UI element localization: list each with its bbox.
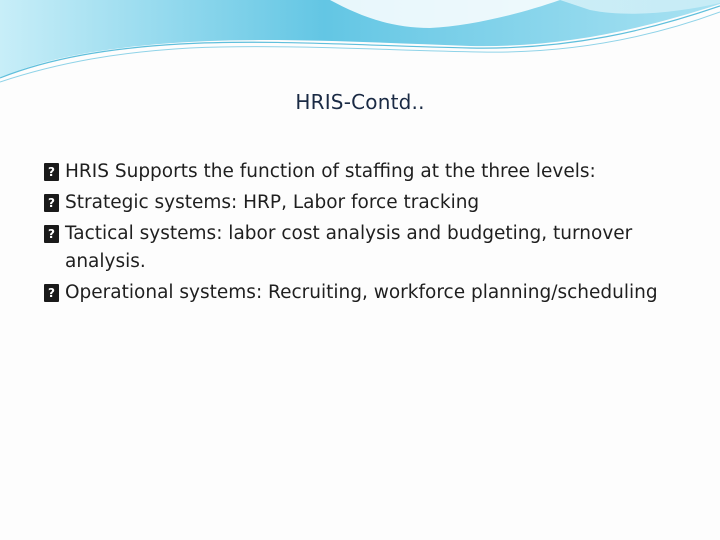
bullet-text: HRIS Supports the function of staffing at the three levels: bbox=[65, 161, 596, 182]
bullet-item bbox=[44, 279, 684, 307]
bullet-text: Strategic systems: HRP, Labor force tracking bbox=[65, 192, 480, 213]
unknown-glyph-icon bbox=[44, 225, 59, 243]
unknown-glyph-icon bbox=[44, 194, 59, 212]
header-wave-decoration bbox=[0, 0, 720, 90]
bullet-item bbox=[44, 220, 684, 276]
bullet-item bbox=[44, 189, 684, 217]
bullet-text: Operational systems: Recruiting, workforce planning/scheduling bbox=[65, 282, 658, 303]
bullet-list bbox=[44, 158, 684, 310]
slide-title: HRIS-Contd.. bbox=[295, 90, 425, 114]
unknown-glyph-icon bbox=[44, 284, 59, 302]
bullet-item bbox=[44, 158, 684, 186]
bullet-text: Tactical systems: labor cost analysis and budgeting, turnover analysis. bbox=[65, 223, 633, 272]
unknown-glyph-icon bbox=[44, 163, 59, 181]
